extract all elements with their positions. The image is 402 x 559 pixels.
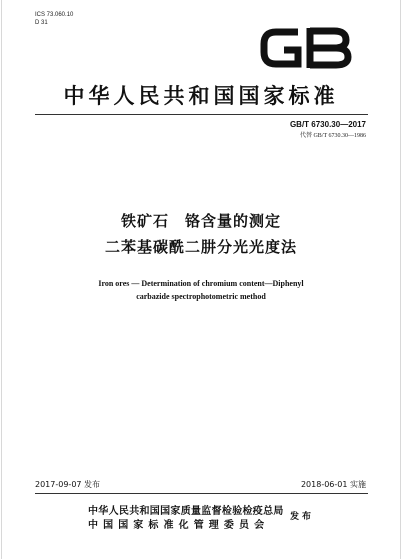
gb-logo (256, 20, 354, 76)
national-standard-title: 中华人民共和国国家标准 (63, 84, 339, 108)
title-english-line-2: carbazide spectrophotometric method (136, 292, 266, 301)
ccs-code: D 31 (35, 20, 48, 26)
replaces-standard: 代替 GB/T 6730.30—1986 (299, 133, 366, 139)
ics-code: ICS 73.060.10 (35, 12, 74, 18)
bottom-divider (35, 493, 368, 494)
title-english-line-1: Iron ores — Determination of chromium content—Diphenyl (98, 279, 304, 288)
implementation-date: 2018-06-01 实施 (300, 480, 366, 489)
top-divider (35, 114, 368, 115)
title-chinese-line-2: 二苯基碳酰二肼分光光度法 (104, 238, 297, 256)
title-chinese-line-1: 铁矿石 铬含量的测定 (120, 212, 281, 230)
publish-label: 发布 (290, 512, 315, 522)
standard-number: GB/T 6730.30—2017 (289, 120, 366, 129)
issuer-line-2: 中国国家标准化管理委员会 (88, 520, 270, 531)
issue-date: 2017-09-07 发布 (35, 480, 101, 489)
issuer-line-1: 中华人民共和国国家质量监督检验检疫总局 (88, 506, 284, 517)
